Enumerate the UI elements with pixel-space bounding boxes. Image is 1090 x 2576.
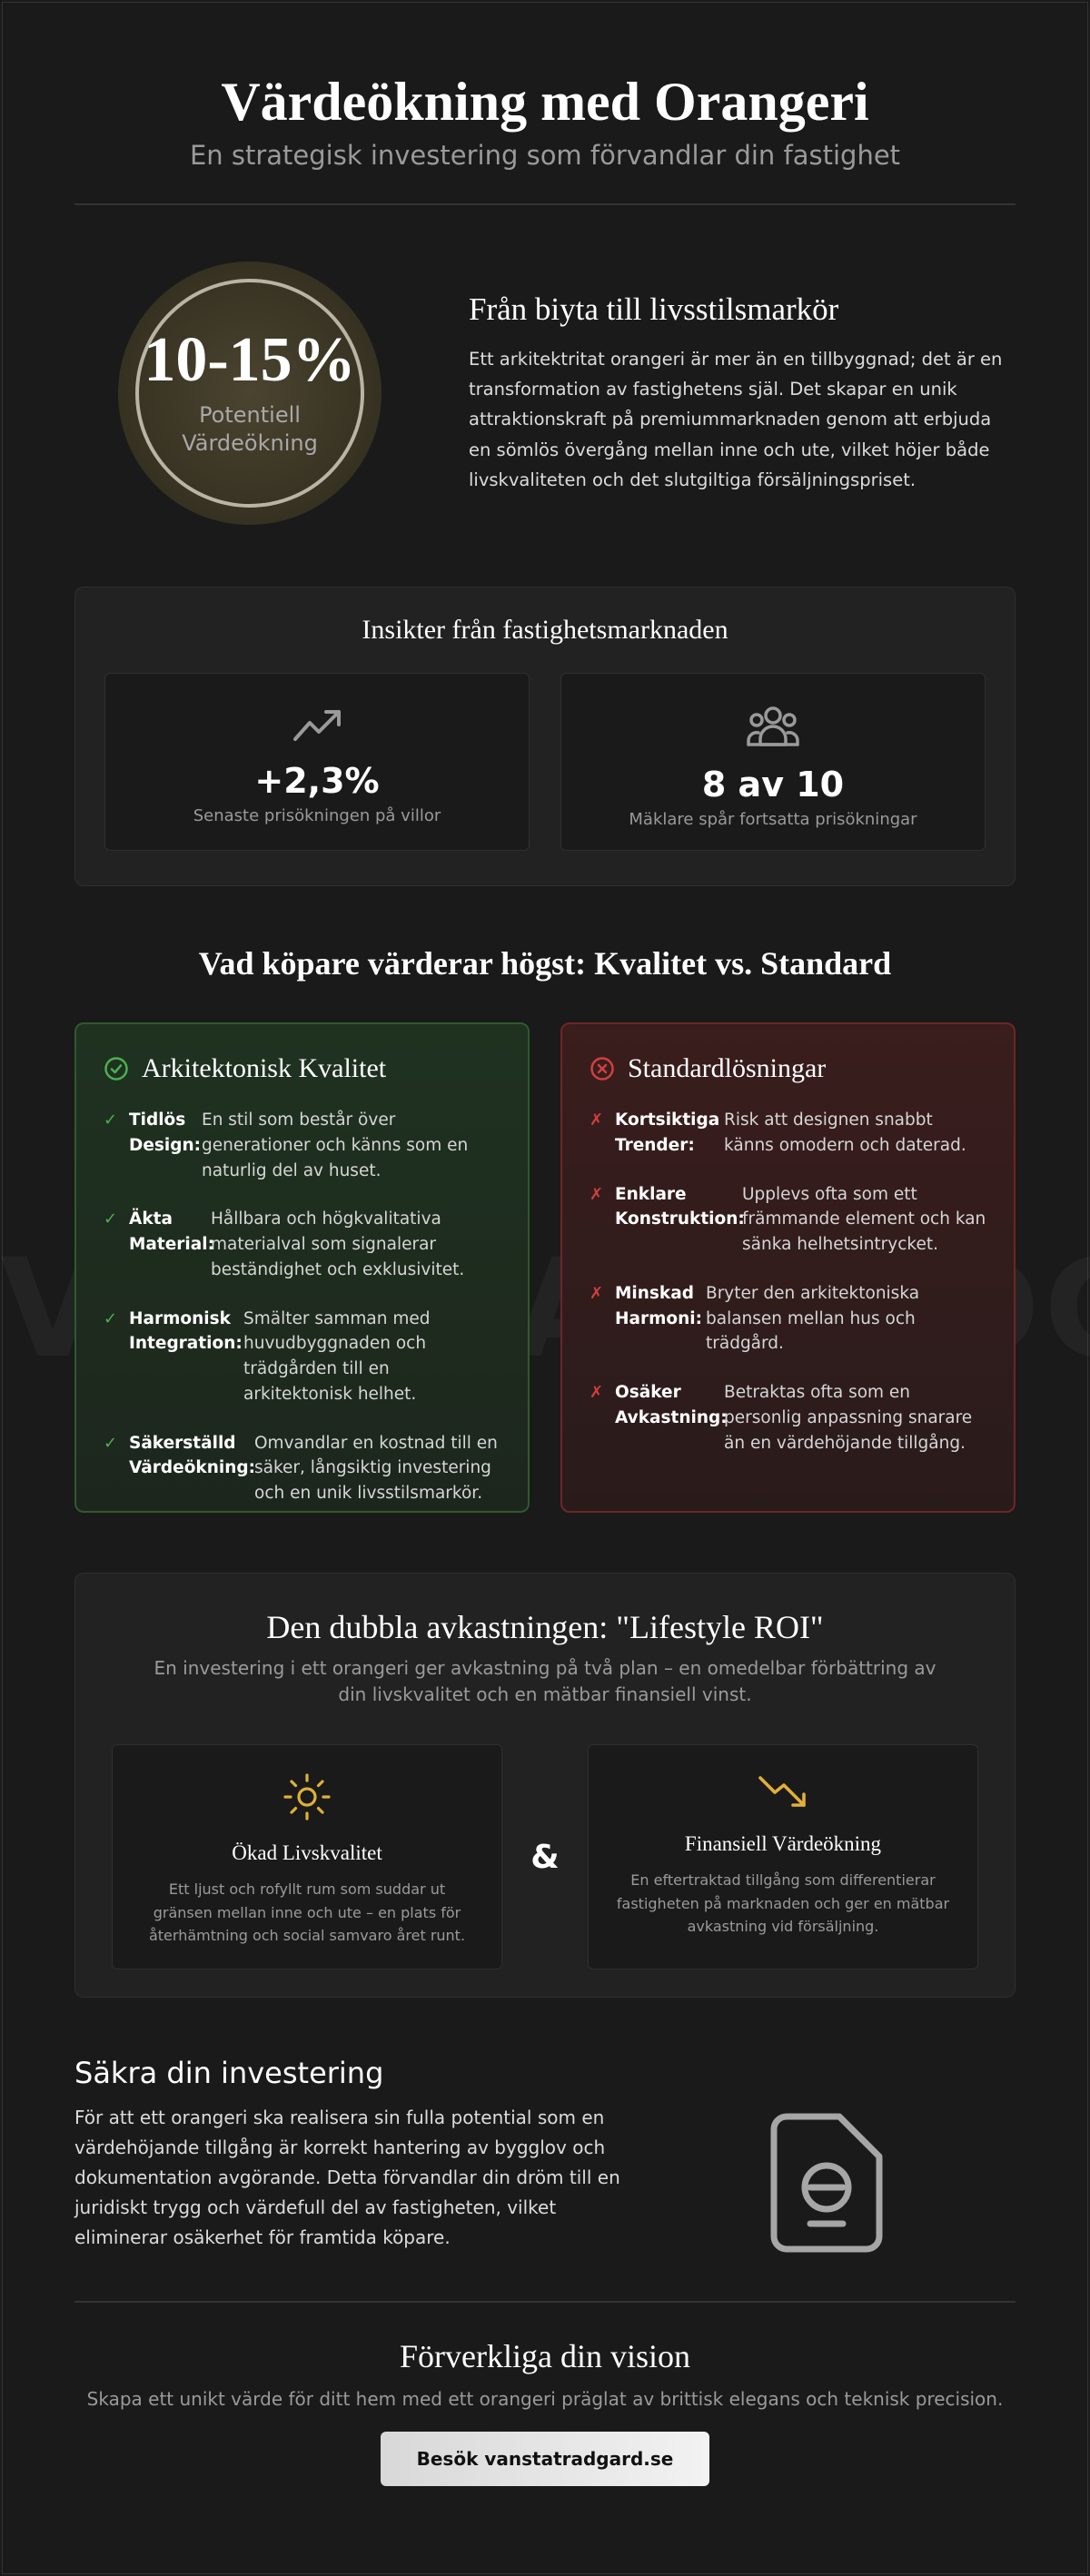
item-text: Risk att designen snabbt känns omodern och daterad. xyxy=(724,1110,966,1155)
item-key: Säkerställd Värdeökning: xyxy=(129,1433,256,1478)
value-badge xyxy=(118,262,382,525)
header-divider xyxy=(74,203,1016,205)
list-item xyxy=(104,1307,500,1407)
page-title: Värdeökning med Orangeri xyxy=(221,72,869,132)
cross-mark-icon: ✗ xyxy=(590,1283,604,1303)
roi-card-lifestyle xyxy=(112,1744,502,1969)
check-mark-icon: ✓ xyxy=(104,1308,118,1328)
roi-card-title: Finansiell Värdeökning xyxy=(684,1832,882,1855)
stat-caption: Senaste prisökningen på villor xyxy=(193,806,441,825)
item-text: Hållbara och högkvalitativa materialval som signalerar beständighet och exklusivitet. xyxy=(211,1209,465,1279)
check-mark-icon: ✓ xyxy=(104,1110,118,1130)
list-item xyxy=(104,1431,500,1506)
hero-heading: Från biyta till livsstilsmarkör xyxy=(469,291,839,328)
secure-investment-section xyxy=(74,2056,1016,2301)
cross-mark-icon: ✗ xyxy=(590,1184,604,1204)
market-insights-panel xyxy=(74,587,1016,886)
quality-card-title: Arkitektonisk Kvalitet xyxy=(142,1053,387,1083)
stat-value: +2,3% xyxy=(254,761,380,801)
visit-website-button[interactable]: Besök vanstatradgard.se xyxy=(381,2432,709,2486)
standard-card-title: Standardlösningar xyxy=(628,1053,827,1083)
value-badge-label: Potentiell Värdeökning xyxy=(182,401,318,456)
secure-text xyxy=(74,2056,638,2301)
quality-card-header xyxy=(104,1053,500,1084)
item-key: Harmonisk Integration: xyxy=(129,1308,243,1354)
list-item xyxy=(590,1182,986,1258)
list-item xyxy=(590,1281,986,1357)
hero-body: Ett arkitektritat orangeri är mer än en tillbyggnad; det är en transformation av fastighetens själ. Det skapar en unik attraktionskraft på premiummarknaden genom att erbjuda en sömlös övergång mellan inne och ute, vilket höjer både livskvaliteten och det slutgiltiga försäljningspriset. xyxy=(469,349,1003,490)
comparison-title: Vad köpare värderar högst: Kvalitet vs. Standard xyxy=(198,945,892,982)
item-key: Kortsiktiga Trender: xyxy=(615,1110,720,1155)
item-key: Enklare Konstruktion: xyxy=(615,1184,745,1229)
sun-icon xyxy=(282,1772,332,1821)
cross-mark-icon: ✗ xyxy=(590,1110,604,1130)
check-mark-icon: ✓ xyxy=(104,1433,118,1453)
list-item xyxy=(104,1207,500,1282)
list-item xyxy=(590,1108,986,1159)
insights-title: Insikter från fastighetsmarknaden xyxy=(362,615,728,645)
document-seal-icon xyxy=(770,2113,883,2253)
item-text: Betraktas ofta som en personlig anpassning snarare än en värdehöjande tillgång. xyxy=(724,1383,973,1453)
page-content xyxy=(74,0,1016,2486)
list-item xyxy=(104,1108,500,1183)
item-key: Osäker Avkastning: xyxy=(615,1383,728,1427)
item-key: Minskad Harmoni: xyxy=(615,1283,702,1328)
standard-card xyxy=(560,1022,1016,1513)
secure-title: Säkra din investering xyxy=(74,2056,384,2090)
lifestyle-roi-panel xyxy=(74,1573,1016,1998)
list-item xyxy=(590,1380,986,1456)
secure-body: För att ett orangeri ska realisera sin fulla potential som en värdehöjande tillgång är korrekt hantering av bygglov och dokumentation avgörande. Detta förvandlar din dröm till en juridiskt trygg och värdefull del av fastigheten, vilket eliminerar osäkerhet för framtida köpare. xyxy=(74,2107,620,2248)
cross-mark-icon: ✗ xyxy=(590,1383,604,1402)
roi-card-text: En eftertraktad tillgång som differentierar fastigheten på marknaden och ger en mätbar avkastning vid försäljning. xyxy=(616,1871,950,1936)
hero-text xyxy=(469,291,1014,495)
comparison-section xyxy=(74,1022,1016,1513)
stat-caption: Mäklare spår fortsatta prisökningar xyxy=(629,810,917,829)
roi-card-financial xyxy=(588,1744,978,1969)
page-subtitle: En strategisk investering som förvandlar din fastighet xyxy=(189,140,901,171)
quality-list xyxy=(104,1108,500,1506)
roi-cards xyxy=(112,1744,978,1969)
trending-down-arrow-icon xyxy=(757,1772,809,1812)
roi-title: Den dubbla avkastningen: "Lifestyle ROI" xyxy=(266,1609,824,1645)
check-mark-icon: ✓ xyxy=(104,1209,118,1229)
item-key: Tidlös Design: xyxy=(129,1110,202,1155)
standard-list xyxy=(590,1108,986,1456)
item-text: En stil som består över generationer och känns som en naturlig del av huset. xyxy=(202,1110,469,1180)
cta-title: Förverkliga din vision xyxy=(400,2338,690,2374)
value-badge-ring xyxy=(135,279,364,508)
users-icon xyxy=(746,705,800,748)
roi-description: En investering i ett orangeri ger avkastning på två plan – en omedelbar förbättring av din livskvalitet och en mätbar finansiell vinst. xyxy=(154,1657,936,1705)
insights-stats xyxy=(104,673,986,851)
x-circle-icon xyxy=(590,1056,615,1081)
check-circle-icon xyxy=(104,1056,129,1081)
item-text: Bryter den arkitektoniska balansen mellan hus och trädgård. xyxy=(706,1283,920,1354)
value-badge-number: 10-15% xyxy=(144,324,356,395)
trending-up-icon xyxy=(292,705,342,745)
roi-card-title: Ökad Livskvalitet xyxy=(232,1841,382,1864)
hero-section xyxy=(74,262,1016,525)
roi-card-text: Ett ljust och rofyllt rum som suddar ut gränsen mellan inne och ute – en plats för återhämtning och social samvaro året runt. xyxy=(148,1880,466,1945)
item-text: Omvandlar en kostnad till en säker, långsiktig investering och en unik livsstilsmarkör. xyxy=(254,1433,498,1503)
item-key: Äkta Material: xyxy=(129,1209,214,1254)
stat-card-brokers xyxy=(560,673,986,851)
item-text: Smälter samman med huvudbyggnaden och trädgården till en arkitektonisk helhet. xyxy=(243,1308,431,1404)
secure-icon-wrap xyxy=(638,2056,1016,2301)
quality-card xyxy=(74,1022,530,1513)
cta-section xyxy=(74,2303,1016,2486)
stat-value: 8 av 10 xyxy=(701,765,845,804)
ampersand: & xyxy=(530,1838,560,1876)
standard-card-header xyxy=(590,1053,986,1084)
cta-text: Skapa ett unikt värde för ditt hem med ett orangeri präglat av brittisk elegans och teknisk precision. xyxy=(86,2388,1004,2410)
page-header xyxy=(74,0,1016,205)
item-text: Upplevs ofta som ett främmande element och kan sänka helhetsintrycket. xyxy=(742,1184,986,1254)
stat-card-price-increase xyxy=(104,673,530,851)
